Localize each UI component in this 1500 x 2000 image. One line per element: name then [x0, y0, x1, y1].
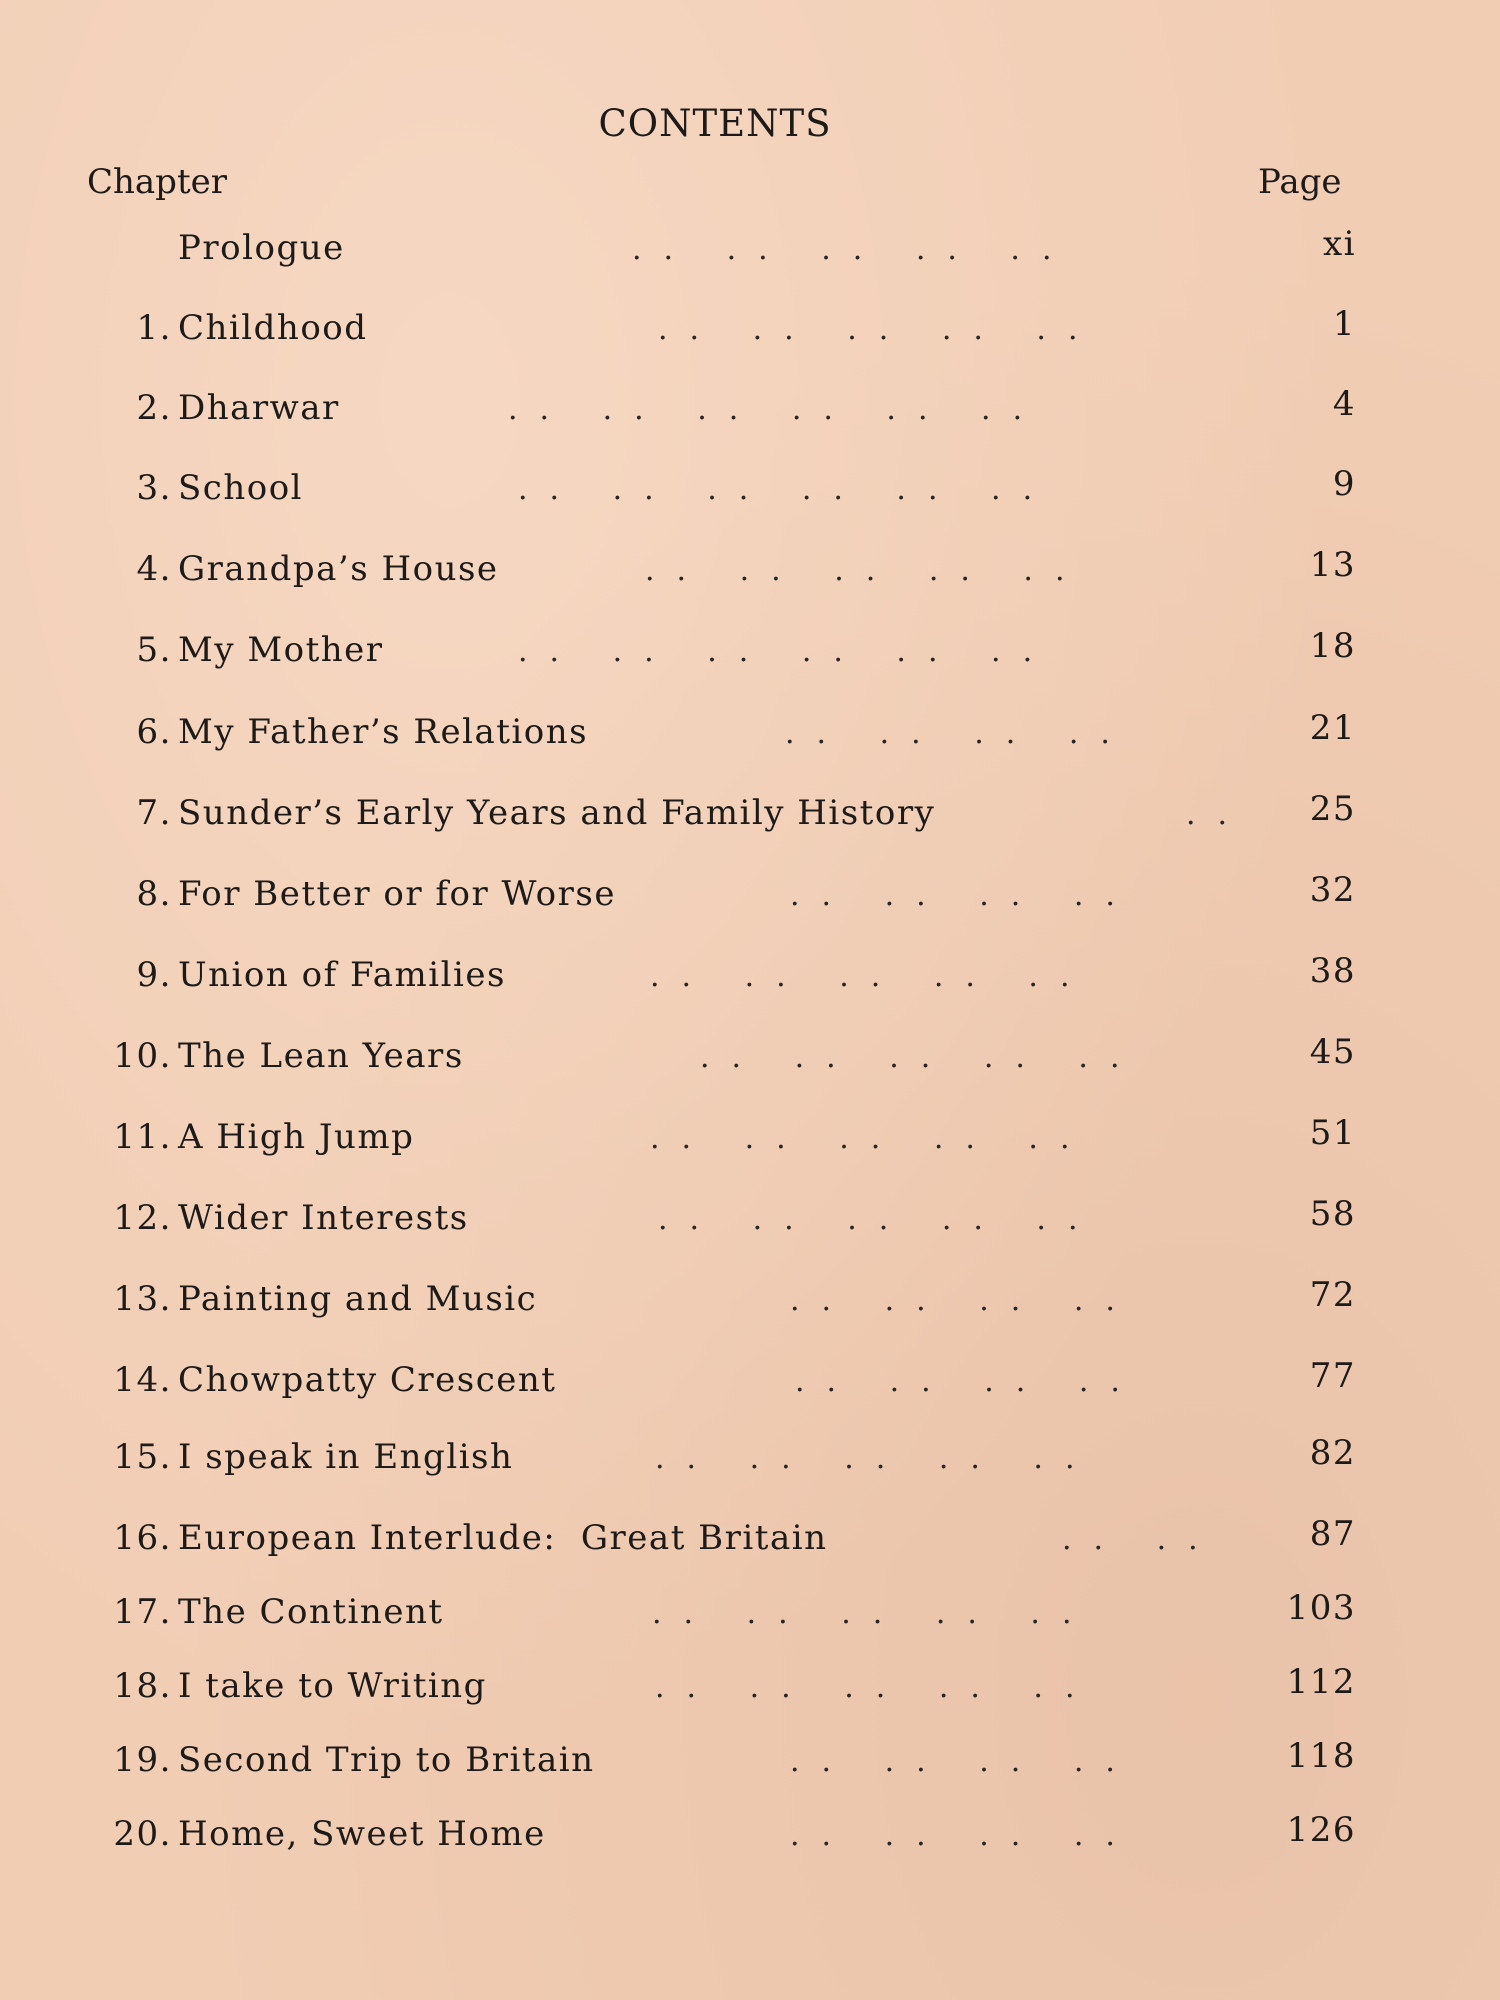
chapter-column-label: Chapter	[87, 162, 227, 202]
entry-number: 13.	[113, 1279, 172, 1319]
dot-leader: .. .. .. .. .. ..	[518, 472, 1055, 507]
page-title: CONTENTS	[598, 102, 832, 145]
entry-page: 51	[1309, 1113, 1356, 1153]
dot-leader: .. .. .. .. ..	[645, 553, 1087, 588]
entry-page: 112	[1286, 1662, 1356, 1702]
entry-title: School	[178, 468, 304, 508]
entry-number: 4.	[136, 549, 172, 589]
dot-leader: .. .. .. .. ..	[632, 232, 1074, 267]
toc-entry	[0, 304, 1500, 358]
dot-leader: .. .. .. ..	[790, 878, 1137, 913]
entry-page: 58	[1309, 1194, 1356, 1234]
dot-leader: .. .. .. .. .. ..	[508, 392, 1045, 427]
entry-title: A High Jump	[178, 1117, 415, 1157]
dot-leader: .. .. .. ..	[790, 1818, 1137, 1853]
entry-number: 18.	[113, 1666, 172, 1706]
dot-leader: .. .. .. .. ..	[655, 1670, 1097, 1705]
entry-page: 126	[1286, 1810, 1356, 1850]
entry-number: 14.	[113, 1360, 172, 1400]
entry-number: 9.	[136, 955, 172, 995]
dot-leader: .. .. .. ..	[785, 716, 1132, 751]
entry-title: Union of Families	[178, 955, 506, 995]
toc-entry	[0, 1736, 1500, 1790]
entry-number: 6.	[136, 712, 172, 752]
toc-entry	[0, 1275, 1500, 1329]
entry-page: 13	[1309, 545, 1356, 585]
entry-number: 5.	[136, 630, 172, 670]
entry-title: Sunder’s Early Years and Family History	[178, 793, 936, 833]
toc-entry	[0, 1588, 1500, 1642]
dot-leader: .. .. .. ..	[790, 1744, 1137, 1779]
entry-number: 1.	[136, 308, 172, 348]
toc-entry	[0, 951, 1500, 1005]
toc-entry	[0, 870, 1500, 924]
entry-number: 20.	[113, 1814, 172, 1854]
entry-page: 4	[1332, 384, 1356, 424]
entry-title: I speak in English	[178, 1437, 514, 1477]
toc-entry	[0, 1113, 1500, 1167]
dot-leader: .. .. .. .. ..	[655, 1441, 1097, 1476]
dot-leader: ..	[1186, 797, 1250, 832]
entry-title: Second Trip to Britain	[178, 1740, 595, 1780]
toc-entry	[0, 626, 1500, 680]
entry-number: 11.	[113, 1117, 172, 1157]
entry-number: 16.	[113, 1518, 172, 1558]
entry-title: The Lean Years	[178, 1036, 464, 1076]
toc-entry	[0, 1810, 1500, 1864]
entry-page: 18	[1309, 626, 1356, 666]
entry-title: Dharwar	[178, 388, 340, 428]
entry-page: 21	[1309, 708, 1356, 748]
dot-leader: .. .. .. .. ..	[658, 312, 1100, 347]
entry-number: 8.	[136, 874, 172, 914]
entry-title: Prologue	[178, 228, 345, 268]
toc-entry	[0, 1662, 1500, 1716]
entry-title: For Better or for Worse	[178, 874, 616, 914]
toc-entry	[0, 1032, 1500, 1086]
entry-page: 9	[1332, 464, 1356, 504]
entry-title: Painting and Music	[178, 1279, 538, 1319]
entry-page: xi	[1322, 224, 1356, 264]
entry-number: 10.	[113, 1036, 172, 1076]
toc-entry	[0, 1356, 1500, 1410]
dot-leader: .. .. .. .. ..	[658, 1202, 1100, 1237]
entry-page: 72	[1309, 1275, 1356, 1315]
entry-title: European Interlude: Great Britain	[178, 1518, 828, 1558]
dot-leader: .. ..	[1062, 1522, 1220, 1557]
entry-page: 82	[1309, 1433, 1356, 1473]
page-column-label: Page	[1258, 162, 1342, 202]
toc-entry	[0, 545, 1500, 599]
dot-leader: .. .. .. .. ..	[650, 1121, 1092, 1156]
entry-page: 103	[1286, 1588, 1356, 1628]
entry-page: 87	[1309, 1514, 1356, 1554]
entry-title: My Mother	[178, 630, 384, 670]
dot-leader: .. .. .. .. ..	[652, 1596, 1094, 1631]
dot-leader: .. .. .. ..	[790, 1283, 1137, 1318]
entry-page: 45	[1309, 1032, 1356, 1072]
entry-page: 25	[1309, 789, 1356, 829]
entry-title: Home, Sweet Home	[178, 1814, 546, 1854]
entry-page: 77	[1309, 1356, 1356, 1396]
entry-title: I take to Writing	[178, 1666, 487, 1706]
toc-entry	[0, 1514, 1500, 1568]
entry-number: 17.	[113, 1592, 172, 1632]
toc-entry	[0, 464, 1500, 518]
entry-title: Childhood	[178, 308, 368, 348]
entry-page: 38	[1309, 951, 1356, 991]
entry-number: 7.	[136, 793, 172, 833]
toc-entry	[0, 224, 1500, 278]
entry-number: 12.	[113, 1198, 172, 1238]
toc-entry	[0, 384, 1500, 438]
entry-number: 3.	[136, 468, 172, 508]
entry-page: 118	[1286, 1736, 1356, 1776]
entry-number: 19.	[113, 1740, 172, 1780]
entry-title: My Father’s Relations	[178, 712, 589, 752]
entry-page: 1	[1332, 304, 1356, 344]
entry-title: The Continent	[178, 1592, 444, 1632]
dot-leader: .. .. .. .. ..	[700, 1040, 1142, 1075]
entry-number: 2.	[136, 388, 172, 428]
toc-entry	[0, 1433, 1500, 1487]
entry-title: Chowpatty Crescent	[178, 1360, 557, 1400]
dot-leader: .. .. .. .. .. ..	[518, 634, 1055, 669]
toc-entry	[0, 708, 1500, 762]
toc-entry	[0, 1194, 1500, 1248]
entry-page: 32	[1309, 870, 1356, 910]
toc-entry	[0, 789, 1500, 843]
entry-number: 15.	[113, 1437, 172, 1477]
entry-title: Wider Interests	[178, 1198, 469, 1238]
dot-leader: .. .. .. .. ..	[650, 959, 1092, 994]
dot-leader: .. .. .. ..	[795, 1364, 1142, 1399]
entry-title: Grandpa’s House	[178, 549, 499, 589]
